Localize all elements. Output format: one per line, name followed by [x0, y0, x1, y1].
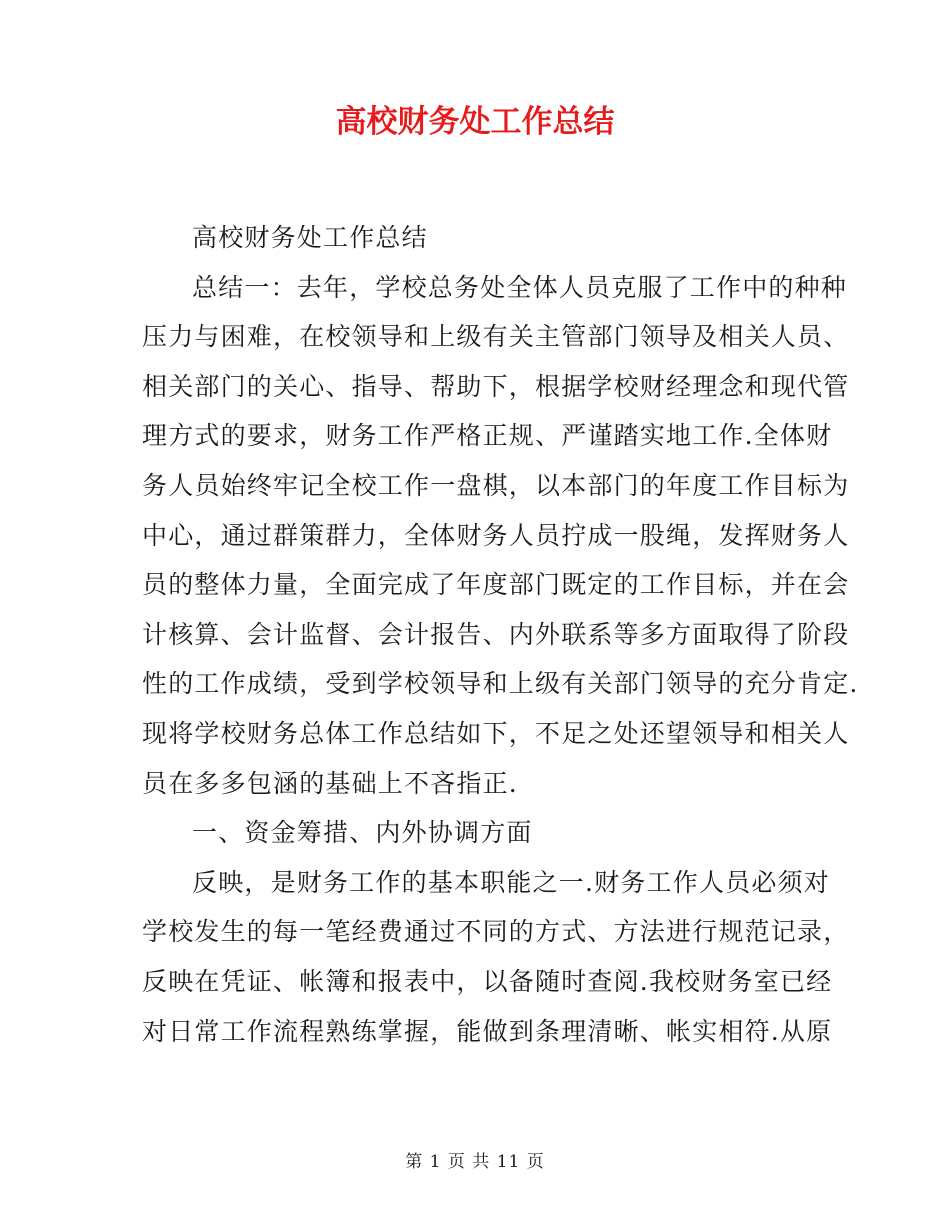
text-line: 相关部门的关心、指导、帮助下，根据学校财经理念和现代管	[142, 371, 850, 401]
text-line: 性的工作成绩，受到学校领导和上级有关部门领导的充分肯定.	[142, 669, 859, 699]
text-line: 现将学校财务总体工作总结如下，不足之处还望领导和相关人	[142, 718, 850, 748]
text-line: 中心，通过群策群力，全体财务人员拧成一股绳，发挥财务人	[142, 520, 850, 550]
text-line: 反映，是财务工作的基本职能之一.财务工作人员必须对	[192, 867, 830, 897]
text-line: 学校发生的每一笔经费通过不同的方式、方法进行规范记录，	[142, 917, 850, 947]
paragraph-heading: 高校财务处工作总结	[192, 223, 428, 252]
text-line: 员在多多包涵的基础上不吝指正.	[142, 768, 518, 798]
page-number-footer: 第 1 页 共 11 页	[405, 1152, 545, 1172]
text-line: 反映在凭证、帐簿和报表中，以备随时查阅.我校财务室已经	[142, 966, 833, 996]
text-line: 员的整体力量，全面完成了年度部门既定的工作目标，并在会	[142, 570, 850, 600]
text-line: 对日常工作流程熟练掌握，能做到条理清晰、帐实相符.从原	[142, 1016, 833, 1046]
section-heading: 一、资金筹措、内外协调方面	[192, 818, 533, 848]
text-line: 务人员始终牢记全校工作一盘棋，以本部门的年度工作目标为	[142, 470, 850, 500]
document-title: 高校财务处工作总结	[335, 104, 615, 140]
document-body	[142, 213, 859, 1056]
text-line: 压力与困难，在校领导和上级有关主管部门领导及相关人员、	[142, 322, 850, 352]
text-line: 计核算、会计监督、会计报告、内外联系等多方面取得了阶段	[142, 619, 850, 649]
text-line: 理方式的要求，财务工作严格正规、严谨踏实地工作.全体财	[142, 421, 833, 451]
text-line: 总结一：去年，学校总务处全体人员克服了工作中的种种	[192, 272, 848, 302]
